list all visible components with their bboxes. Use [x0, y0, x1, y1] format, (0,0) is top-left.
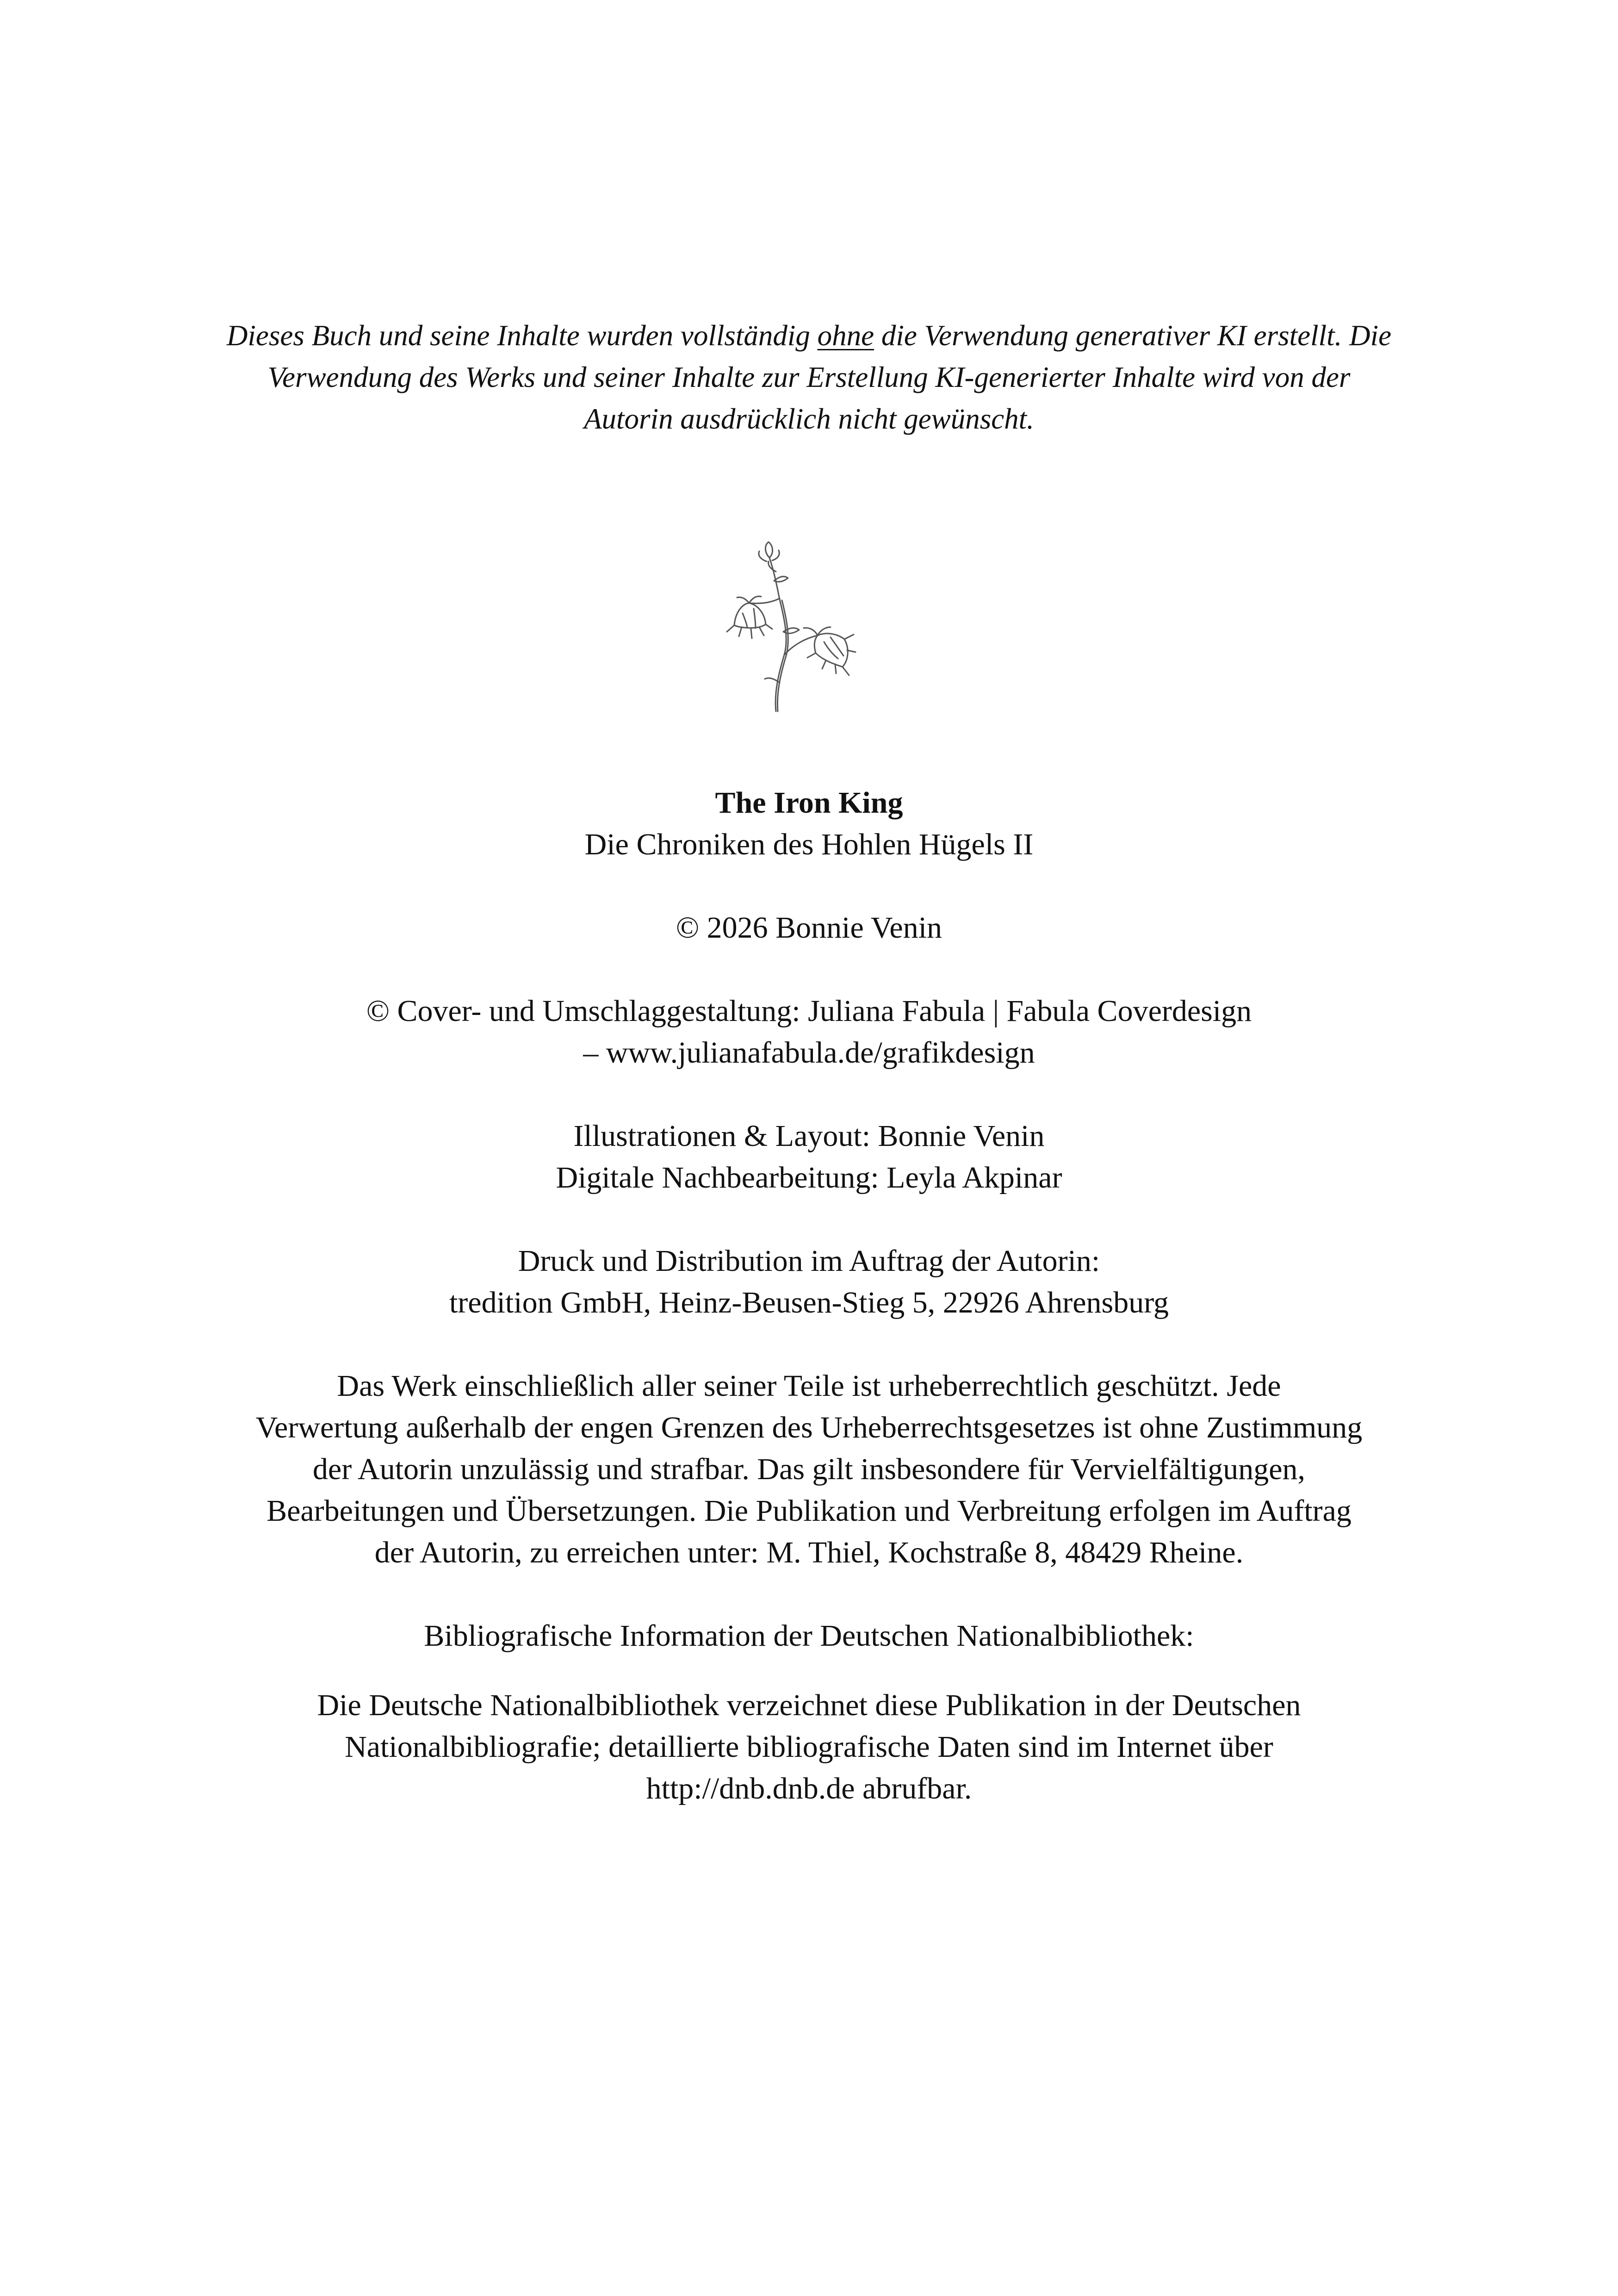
ai-notice-line-1 [0, 315, 1618, 356]
ai-notice-line-3: Autorin ausdrücklich nicht gewünscht. [584, 403, 1034, 435]
ai-notice-line-2: Verwendung des Werks und seiner Inhalte zur Erstellung KI-generierter Inhalte wird von der [267, 361, 1351, 393]
bibliography-heading: Bibliografische Information der Deutschen Nationalbibliothek: [424, 1619, 1194, 1653]
bibliography-line: Die Deutsche Nationalbibliothek verzeichnet diese Publikation in der Deutschen [317, 1688, 1301, 1722]
ai-notice-emphasis: ohne [817, 319, 874, 352]
illustration-credit: Illustrationen & Layout: Bonnie Venin [573, 1119, 1045, 1153]
digital-credit: Digitale Nachbearbeitung: Leyla Akpinar [556, 1161, 1062, 1195]
bibliography-line: http://dnb.dnb.de abrufbar. [646, 1772, 972, 1805]
cover-credit-line-2: – www.julianafabula.de/grafikdesign [583, 1036, 1035, 1070]
cover-credit-line-1: © Cover- und Umschlaggestaltung: Juliana Fabula | Fabula Coverdesign [366, 994, 1252, 1028]
bellflower-sketch-icon [715, 539, 881, 715]
rights-line: Das Werk einschließlich aller seiner Teile ist urheberrechtlich geschützt. Jede [337, 1369, 1281, 1403]
ai-notice-text: Dieses Buch und seine Inhalte wurden vollständig [226, 319, 818, 352]
rights-line: Verwertung außerhalb der engen Grenzen des Urheberrechtsgesetzes ist ohne Zustimmung [255, 1411, 1363, 1444]
ai-notice-text: die Verwendung generativer KI erstellt. Die [874, 319, 1392, 352]
copyright-notice: © 2026 Bonnie Venin [676, 911, 942, 945]
bibliography-line: Nationalbibliografie; detaillierte bibliografische Daten sind im Internet über [345, 1730, 1273, 1764]
book-title: The Iron King [715, 786, 903, 820]
rights-line: Bearbeitungen und Übersetzungen. Die Publikation und Verbreitung erfolgen im Auftrag [267, 1494, 1351, 1528]
print-line-1: Druck und Distribution im Auftrag der Autorin: [518, 1244, 1100, 1278]
print-line-2: tredition GmbH, Heinz-Beusen-Stieg 5, 22926 Ahrensburg [449, 1286, 1169, 1319]
rights-line: der Autorin, zu erreichen unter: M. Thiel, Kochstraße 8, 48429 Rheine. [374, 1536, 1244, 1569]
rights-line: der Autorin unzulässig und strafbar. Das gilt insbesondere für Vervielfältigungen, [312, 1452, 1306, 1486]
book-subtitle: Die Chroniken des Hohlen Hügels II [584, 828, 1034, 861]
